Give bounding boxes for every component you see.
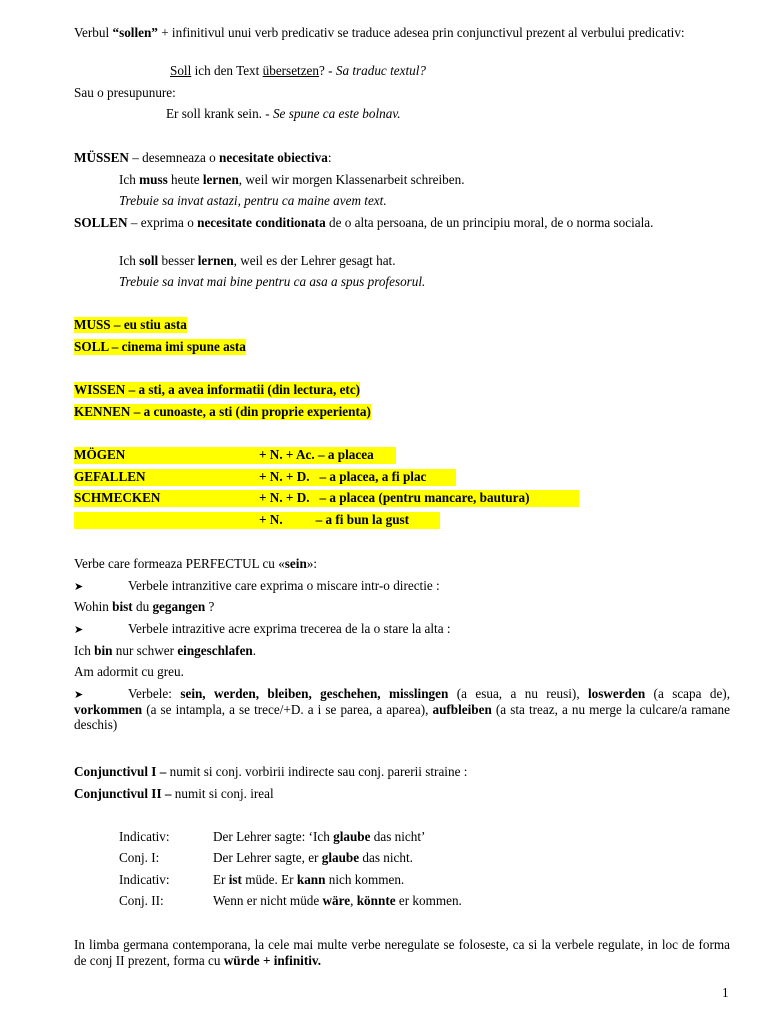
highlight-kennen: KENNEN – a cunoaste, a sti (din proprie experienta) [74, 404, 371, 419]
perfect-intro: Verbe care formeaza PERFECTUL cu «sein»: [74, 556, 318, 571]
conj-2-definition: Conjunctivul II – numit si conj. ireal [74, 786, 274, 801]
bullet-1: ➤ Verbele intranzitive care exprima o miscare intr-o directie : [74, 578, 440, 593]
sollen-example: Ich soll besser lernen, weil es der Lehrer gesagt hat. [119, 253, 396, 268]
conj-1-definition: Conjunctivul I – numit si conj. vorbirii indirecte sau conj. parerii straine : [74, 764, 468, 779]
page-number: 1 [722, 985, 729, 1000]
verb-table-row: + N. – a fi bun la gust [74, 512, 440, 529]
sollen-translation: Trebuie sa invat mai bine pentru ca asa a spus profesorul. [119, 274, 426, 289]
bullet-2: ➤ Verbele intrazitive acre exprima trecerea de la o stare la alta : [74, 621, 451, 636]
arrowhead-bullet-icon: ➤ [74, 580, 84, 593]
intro-example-1: Soll ich den Text übersetzen? - Sa traduc textul? [170, 63, 426, 78]
arrowhead-bullet-icon: ➤ [74, 688, 84, 701]
highlight-wissen: WISSEN – a sti, a avea informatii (din lectura, etc) [74, 382, 361, 397]
intro-sau: Sau o presupunure: [74, 85, 176, 100]
closing-paragraph: In limba germana contemporana, la cele mai multe verbe neregulate se foloseste, ca si la verbele regulate, in loc de forma de conj II prezent, forma cu würde + infinitiv. [74, 937, 730, 968]
verb-table-row: MÖGEN + N. + Ac. – a placea [74, 447, 396, 464]
perfect-example-2-translation: Am adormit cu greu. [74, 664, 184, 679]
bullet-3: Verbele: sein, werden, bleiben, geschehen, misslingen (a esua, a nu reusi), loswerden (a scapa de), vorkommen (a se intampla, a se trece/+D. a i se parea, a aparea), aufbleiben (a sta treaz, a nu merge la culcare/a ramane deschis) [74, 686, 730, 732]
perfect-example-1: Wohin bist du gegangen ? [74, 599, 215, 614]
highlight-muss: MUSS – eu stiu asta [74, 317, 187, 332]
verb-table-row: SCHMECKEN + N. + D. – a placea (pentru mancare, bautura) [74, 490, 579, 507]
mussen-translation: Trebuie sa invat astazi, pentru ca maine avem text. [119, 193, 387, 208]
mussen-example: Ich muss heute lernen, weil wir morgen Klassenarbeit schreiben. [119, 172, 465, 187]
conj-row: Conj. I: Der Lehrer sagte, er glaube das nicht. [119, 850, 413, 865]
sollen-definition: SOLLEN – exprima o necesitate conditionata de o alta persoana, de un principiu moral, de o norma sociala. [74, 215, 654, 230]
mussen-definition: MÜSSEN – desemneaza o necesitate obiectiva: [74, 150, 332, 165]
intro-example-2: Er soll krank sein. - Se spune ca este bolnav. [166, 106, 401, 121]
conj-row: Indicativ: Der Lehrer sagte: ‘Ich glaube das nicht’ [119, 829, 426, 844]
conj-row: Conj. II: Wenn er nicht müde wäre, könnte er kommen. [119, 893, 462, 908]
highlight-soll: SOLL – cinema imi spune asta [74, 339, 246, 354]
perfect-example-2: Ich bin nur schwer eingeschlafen. [74, 643, 257, 658]
intro-paragraph: Verbul “sollen” + infinitivul unui verb predicativ se traduce adesea prin conjunctivul prezent al verbului predicativ: [74, 25, 685, 40]
conj-row: Indicativ: Er ist müde. Er kann nich kommen. [119, 872, 405, 887]
verb-table-row: GEFALLEN + N. + D. – a placea, a fi plac [74, 469, 456, 486]
arrowhead-bullet-icon: ➤ [74, 623, 84, 636]
